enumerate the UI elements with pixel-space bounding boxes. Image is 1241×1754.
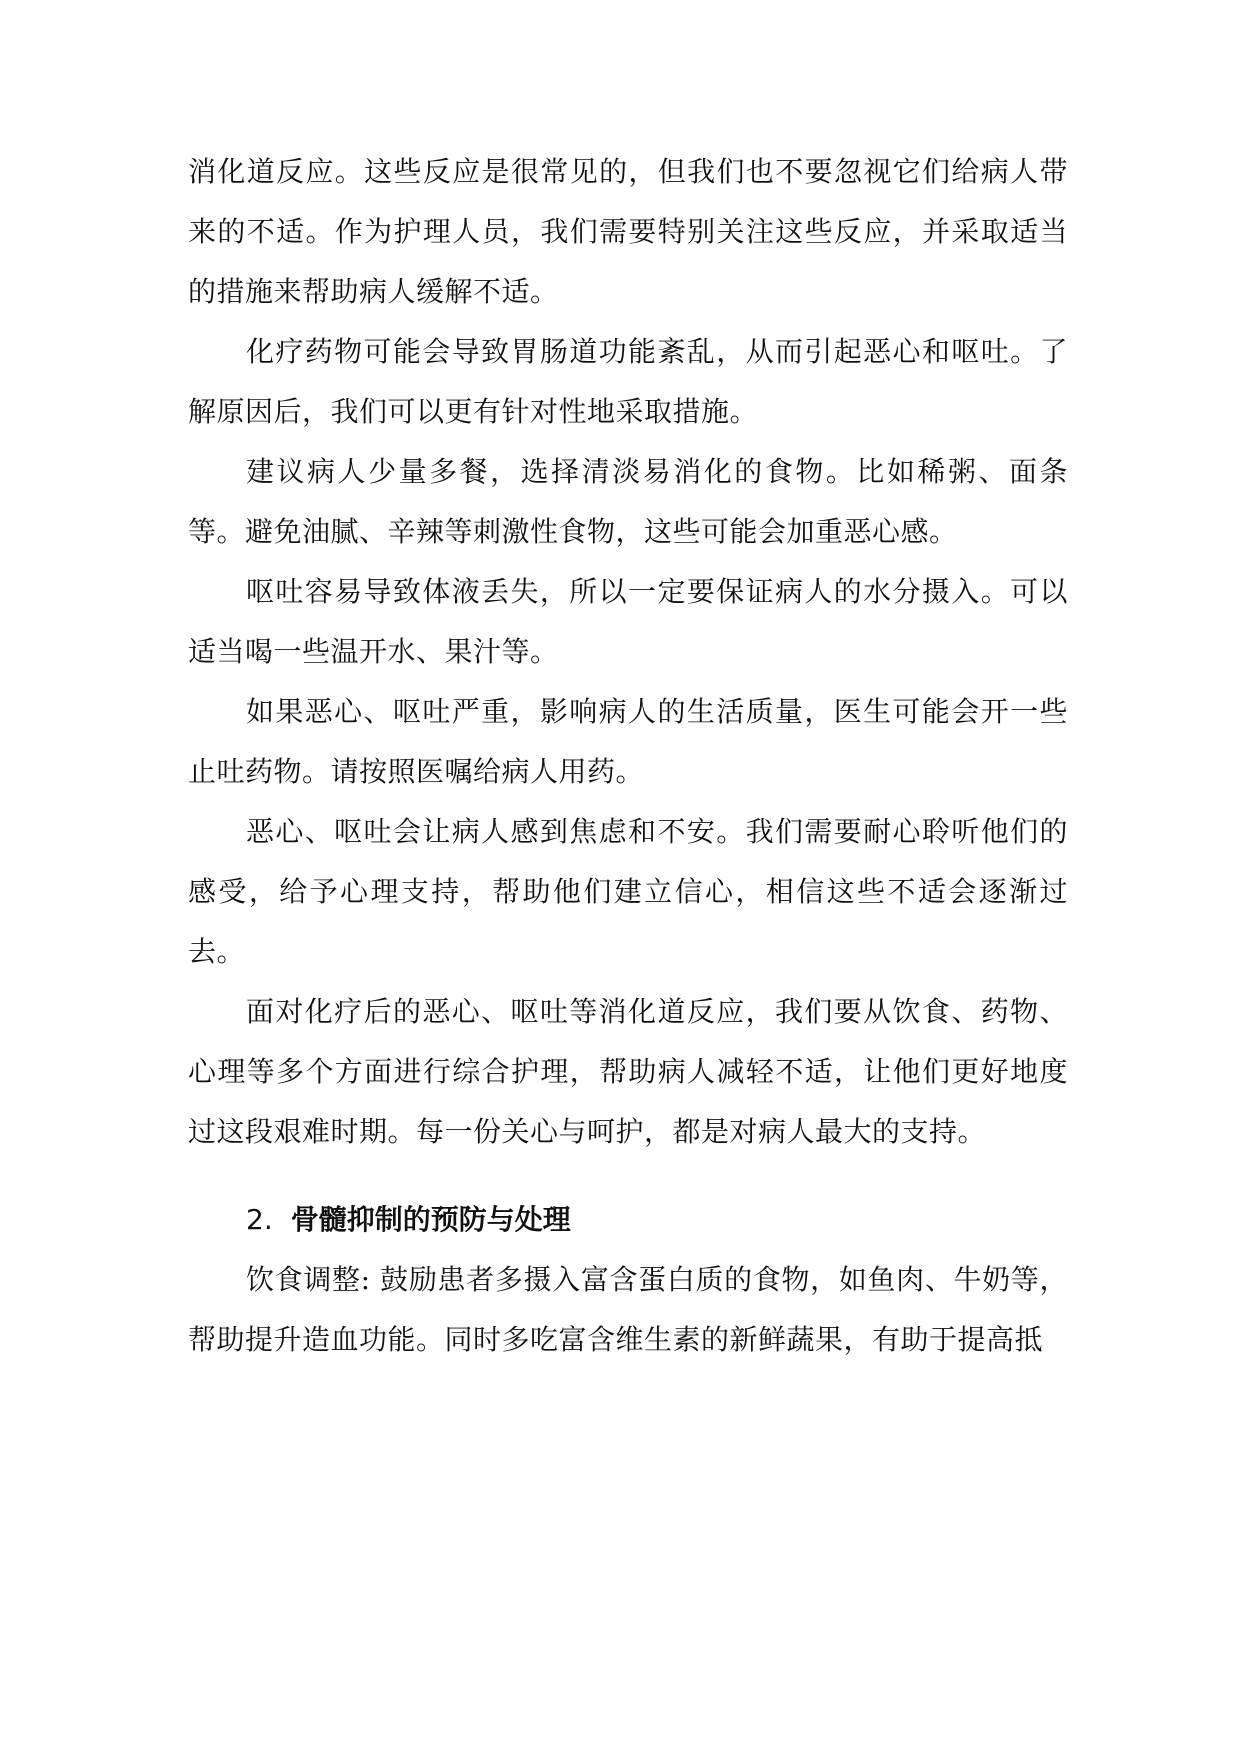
- paragraph-summary: 面对化疗后的恶心、呕吐等消化道反应，我们要从饮食、药物、心理等多个方面进行综合护理，帮助病人减轻不适，让他们更好地度过这段艰难时期。每一份关心与呵护，都是对病人最大的支持。: [188, 995, 1068, 1148]
- paragraph-diet-adjustment: 饮食调整: 鼓励患者多摄入富含蛋白质的食物，如鱼肉、牛奶等，帮助提升造血功能。同时多吃富含维生素的新鲜蔬果，有助于提高抵: [188, 1263, 1068, 1356]
- section-title: 骨髓抑制的预防与处理: [290, 1203, 571, 1236]
- paragraph-medication: 如果恶心、呕吐严重，影响病人的生活质量，医生可能会开一些止吐药物。请按照医嘱给病人用药。: [188, 695, 1068, 788]
- document-body: [188, 142, 1068, 1370]
- paragraph-hydration: 呕吐容易导致体液丢失，所以一定要保证病人的水分摄入。可以适当喝一些温开水、果汁等。: [188, 575, 1068, 668]
- paragraph-continuation: 消化道反应。这些反应是很常见的，但我们也不要忽视它们给病人带来的不适。作为护理人员，我们需要特别关注这些反应，并采取适当的措施来帮助病人缓解不适。: [188, 155, 1068, 308]
- paragraph-cause: 化疗药物可能会导致胃肠道功能紊乱，从而引起恶心和呕吐。了解原因后，我们可以更有针对性地采取措施。: [188, 335, 1068, 428]
- section-number: 2.: [246, 1203, 273, 1236]
- paragraph-psychological: 恶心、呕吐会让病人感到焦虑和不安。我们需要耐心聆听他们的感受，给予心理支持，帮助他们建立信心，相信这些不适会逐渐过去。: [188, 815, 1068, 968]
- paragraph-diet: 建议病人少量多餐，选择清淡易消化的食物。比如稀粥、面条等。避免油腻、辛辣等刺激性食物，这些可能会加重恶心感。: [188, 455, 1068, 548]
- section-heading: [188, 1190, 1068, 1250]
